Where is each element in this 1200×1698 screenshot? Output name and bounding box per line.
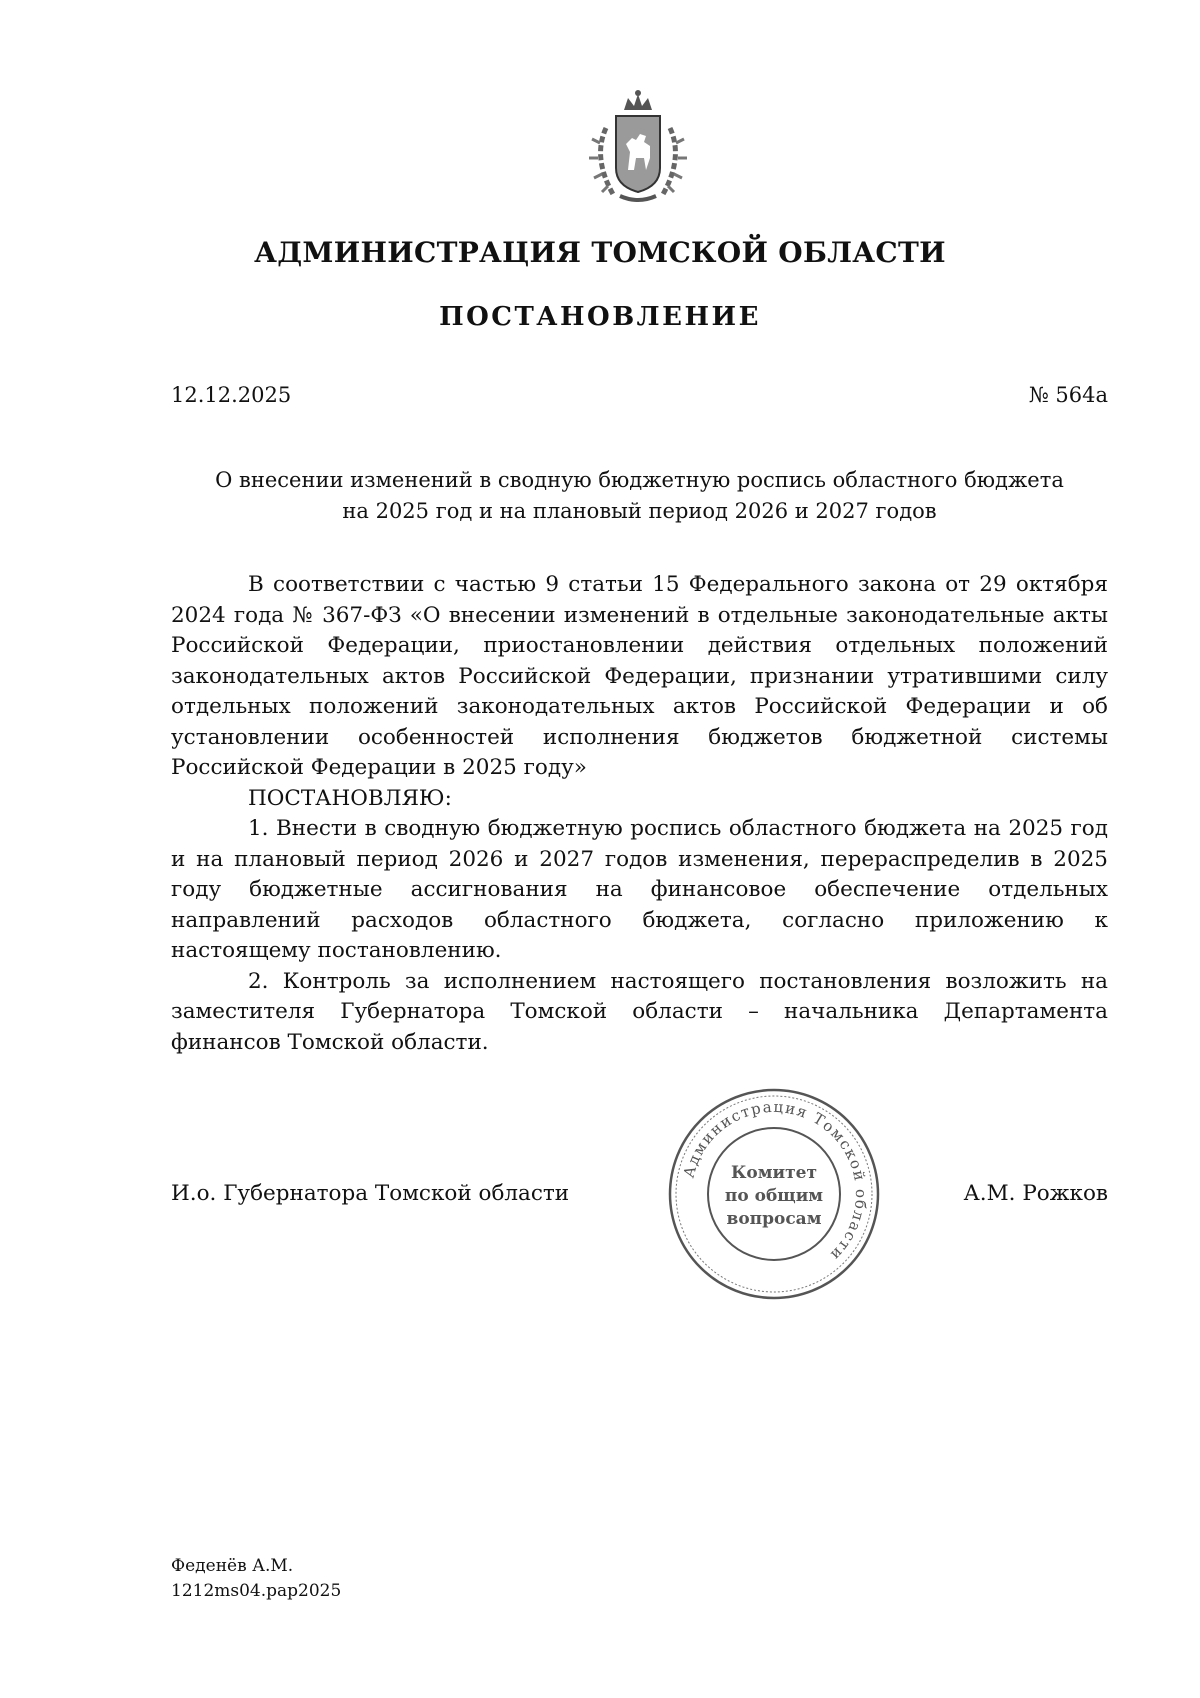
- document-date: 12.12.2025: [171, 383, 292, 407]
- document-body: [171, 570, 1108, 1058]
- official-stamp: [662, 1082, 886, 1306]
- executor-block: [171, 1554, 341, 1604]
- decree-word: ПОСТАНОВЛЯЮ:: [248, 785, 452, 811]
- organization-title: АДМИНИСТРАЦИЯ ТОМСКОЙ ОБЛАСТИ: [254, 236, 946, 269]
- document-number: № 564а: [1028, 383, 1108, 407]
- signer-name: А.М. Рожков: [963, 1181, 1108, 1206]
- document-type-title: ПОСТАНОВЛЕНИЕ: [439, 302, 761, 332]
- signer-position: И.о. Губернатора Томской области: [171, 1181, 570, 1206]
- executor-name: Феденёв А.М.: [171, 1556, 294, 1576]
- subject-line-1: О внесении изменений в сводную бюджетную роспись областного бюджета: [215, 468, 1064, 492]
- stamp-ring-text: Администрация Томской области: [679, 1097, 871, 1265]
- executor-file: 1212ms04.pap2025: [171, 1581, 342, 1601]
- subject-line-2: на 2025 год и на плановый период 2026 и 2027 годов: [342, 499, 937, 523]
- preamble-paragraph: В соответствии с частью 9 статьи 15 Федерального закона от 29 октября 2024 года № 367-ФЗ «О внесении изменений в отдельные законодательные акты Российской Федерации, приостановлении действия отдельных положений законодательных актов Российской Федерации, признании утратившими силу отдельных положений законодательных актов Российской Федерации и об установлении особенностей исполнения бюджетов бюджетной системы Российской Федерации в 2025 году»: [171, 572, 1108, 780]
- clause-1: 1. Внести в сводную бюджетную роспись областного бюджета на 2025 год и на плановый период 2026 и 2027 годов изменения, перераспределив в 2025 году бюджетные ассигнования на финансовое обеспечение отдельных направлений расходов областного бюджета, согласно приложению к настоящему постановлению.: [171, 816, 1108, 963]
- document-subject: [171, 465, 1108, 527]
- clause-2: 2. Контроль за исполнением настоящего постановления возложить на заместителя Губернатора Томской области – начальника Департамента финансов Томской области.: [171, 968, 1108, 1055]
- coat-of-arms-icon: [584, 88, 692, 208]
- stamp-center-line-2: по общим: [724, 1186, 824, 1206]
- stamp-center-line-3: вопросам: [726, 1209, 822, 1229]
- stamp-center-line-1: Комитет: [730, 1163, 818, 1183]
